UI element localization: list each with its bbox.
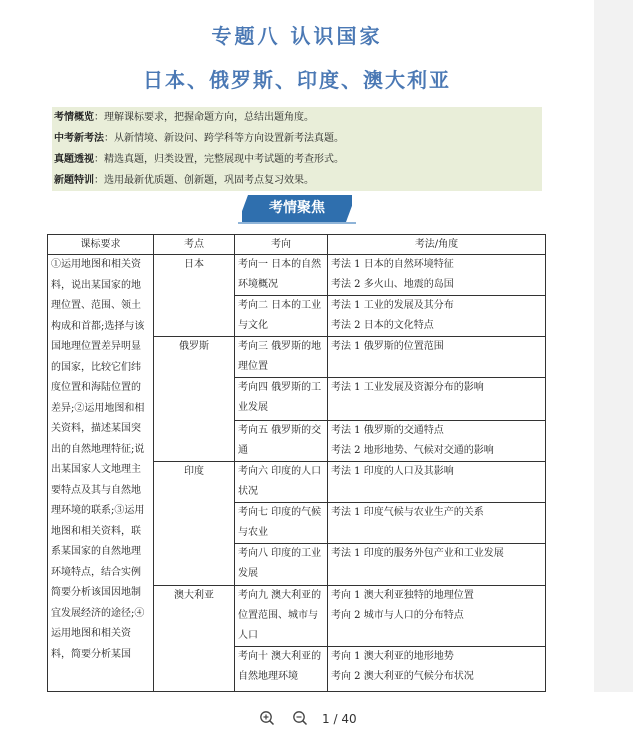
direction-cell: 考向二 日本的工业与文化: [235, 296, 328, 337]
direction-cell: 考向八 印度的工业发展: [235, 544, 328, 586]
country-cell: 日本: [154, 255, 235, 337]
method-item: 考法 1 日本的自然环境特征: [331, 259, 454, 270]
direction-cell: 考向七 印度的气候与农业: [235, 503, 328, 544]
header-requirement: 课标要求: [48, 235, 154, 255]
viewer-scrollbar[interactable]: [594, 0, 633, 692]
overview-text: ：理解课标要求，把握命题方向，总结出题角度。: [94, 112, 314, 123]
country-cell: 俄罗斯: [154, 337, 235, 462]
exam-focus-table: [47, 234, 546, 692]
overview-key: 考情概览: [54, 112, 94, 123]
method-item: 考法 2 地形地势、气候对交通的影响: [331, 444, 494, 456]
overview-key: 真题透视: [54, 154, 94, 165]
method-item: 考向 2 城市与人口的分布特点: [331, 610, 464, 621]
direction-cell: 考向三 俄罗斯的地理位置: [235, 337, 328, 378]
overview-text: ：从新情境、新设问、跨学科等方向设置新考法真题。: [104, 133, 344, 144]
method-cell: [328, 586, 546, 647]
method-item: 考向 1 澳大利亚的地形地势: [331, 651, 454, 662]
overview-key: 中考新考法: [54, 133, 104, 144]
method-item: 考法 1 印度的人口及其影响: [331, 466, 454, 477]
method-item: 考法 1 工业发展及资源分布的影响: [331, 382, 484, 394]
method-item: 考法 1 印度气候与农业生产的关系: [331, 507, 484, 518]
method-item: 考向 1 澳大利亚独特的地理位置: [331, 590, 474, 601]
overview-box: [52, 107, 542, 191]
method-cell: [328, 337, 546, 378]
method-item: 考法 2 多火山、地震的岛国: [331, 279, 454, 290]
page-subtitle: 日本、俄罗斯、印度、澳大利亚: [143, 68, 451, 92]
direction-cell: 考向六 印度的人口状况: [235, 462, 328, 503]
method-item: 考法 1 俄罗斯的交通特点: [331, 424, 444, 436]
overview-line: [52, 149, 542, 170]
overview-text: ：精选真题，归类设置，完整展现中考试题的考查形式。: [94, 154, 344, 165]
zoom-out-button[interactable]: [292, 710, 308, 726]
page-indicator: [322, 712, 357, 726]
direction-cell: 考向十 澳大利亚的自然地理环境: [235, 647, 328, 692]
country-cell: 澳大利亚: [154, 586, 235, 692]
method-cell: [328, 255, 546, 296]
method-cell: [328, 296, 546, 337]
page-separator: /: [333, 712, 338, 726]
zoom-in-icon: [259, 710, 275, 726]
method-cell: [328, 462, 546, 503]
direction-cell: 考向五 俄罗斯的交通: [235, 420, 328, 461]
direction-cell: 考向四 俄罗斯的工业发展: [235, 378, 328, 420]
method-item: 考向 2 澳大利亚的气候分布状况: [331, 671, 474, 682]
method-item: 考法 1 工业的发展及其分布: [331, 300, 454, 311]
current-page: 1: [322, 712, 330, 726]
total-pages: 40: [341, 712, 357, 726]
method-cell: [328, 647, 546, 692]
method-item: 考法 2 日本的文化特点: [331, 320, 434, 331]
method-cell: [328, 544, 546, 586]
table-header-row: [48, 235, 546, 255]
requirement-cell: ①运用地图和相关资料，说出某国家的地理位置、范围、领土构成和首都;选择与该国地理位置差异明显的国家，比较它们纬度位置和海陆位置的差异;②运用地图和相关资料，描述某国突出的自然地理特征;说出某国家人文地理主要特点及其与自然地理环境的联系;③运用地图和相关资料，联系某国家的自然地理环境特点，结合实例简要分析该国因地制宜发展经济的途径;④运用地图和相关资料，简要分析某国: [48, 255, 154, 692]
zoom-in-button[interactable]: [259, 710, 275, 726]
overview-key: 新题特训: [54, 175, 94, 186]
banner-stripe: [238, 222, 356, 224]
method-cell: [328, 378, 546, 420]
page-toolbar: [0, 706, 594, 730]
overview-line: [52, 107, 542, 128]
method-item: 考法 1 印度的服务外包产业和工业发展: [331, 548, 504, 559]
country-cell: 印度: [154, 462, 235, 586]
header-direction: 考向: [235, 235, 328, 255]
overview-line: [52, 128, 542, 149]
section-banner: [238, 195, 356, 224]
method-cell: [328, 420, 546, 461]
overview-text: ：选用最新优质题、创新题，巩固考点复习效果。: [94, 175, 314, 186]
direction-cell: 考向九 澳大利亚的位置范围、城市与人口: [235, 586, 328, 647]
zoom-out-icon: [292, 710, 308, 726]
direction-cell: 考向一 日本的自然环境概况: [235, 255, 328, 296]
method-cell: [328, 503, 546, 544]
page-title: 专题八 认识国家: [211, 24, 383, 48]
banner-title: 考情聚焦: [269, 200, 325, 216]
header-method: 考法/角度: [328, 235, 546, 255]
overview-line: [52, 170, 542, 191]
table-row: [48, 255, 546, 296]
header-topic: 考点: [154, 235, 235, 255]
method-item: 考法 1 俄罗斯的位置范围: [331, 341, 444, 352]
